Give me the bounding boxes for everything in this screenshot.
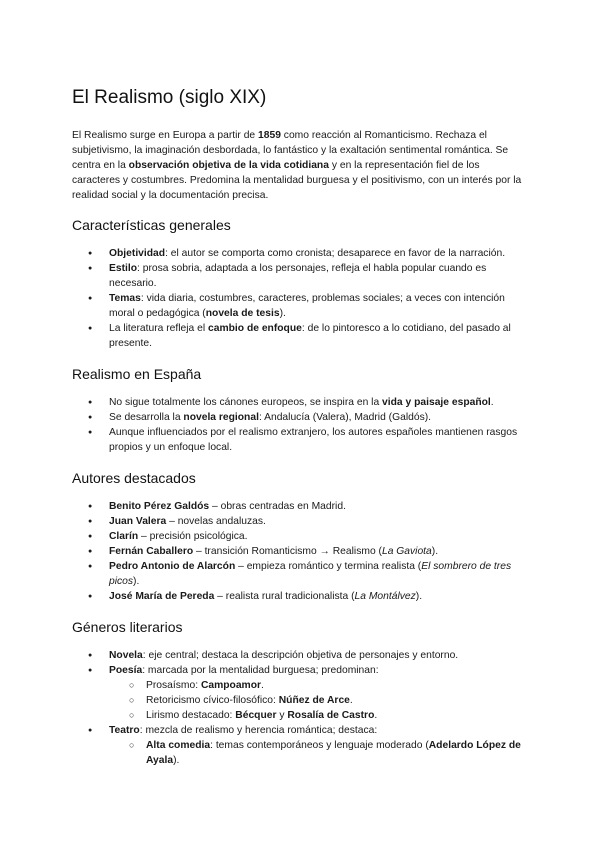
intro-paragraph: El Realismo surge en Europa a partir de 1859 como reacción al Romanticismo. Rechaza el subjetivismo, la imaginación desbordada, lo fantástico y la exaltación sentimental romántica. Se centra en la observación objetiva de la vida cotidiana y en la representación fiel de los caracteres y costumbres. Predomina la mentalidad burguesa y el positivismo, con un interés por la realidad social y la documentación precisa. [72, 130, 522, 201]
heading-espana: Realismo en España [72, 366, 202, 382]
sublist-item: ○ Alta comedia: temas contemporáneos y lenguaje moderado (Adelardo López de Ayala). [109, 738, 530, 768]
list-item: ● Benito Pérez Galdós – obras centradas en Madrid. [72, 499, 530, 514]
list-autores [72, 499, 530, 604]
list-item: ● Fernán Caballero – transición Romanticismo → Realismo (La Gaviota). [72, 544, 530, 559]
list-item: ● No sigue totalmente los cánones europeos, se inspira en la vida y paisaje español. [72, 395, 530, 410]
heading-generos: Géneros literarios [72, 619, 183, 635]
list-item: ● La literatura refleja el cambio de enfoque: de lo pintoresco a lo cotidiano, del pasado al presente. [72, 321, 530, 351]
heading-autores: Autores destacados [72, 470, 196, 486]
list-item: ● Estilo: prosa sobria, adaptada a los personajes, refleja el habla popular cuando es necesario. [72, 261, 530, 291]
list-item-poesia: ● Poesía: marcada por la mentalidad burguesa; predominan: ○ Prosaísmo: Campoamor. ○ Retoricismo cívico-filosófico: Núñez de Arce. ○ Lirismo destacado: Bécquer y Rosalía de Castro. [72, 663, 530, 723]
list-item: ● José María de Pereda – realista rural tradicionalista (La Montálvez). [72, 589, 530, 604]
list-caracteristicas [72, 246, 530, 351]
list-item: ● Clarín – precisión psicológica. [72, 529, 530, 544]
list-item-novela: ● Novela: eje central; destaca la descripción objetiva de personajes y entorno. [72, 648, 530, 663]
list-item: ● Juan Valera – novelas andaluzas. [72, 514, 530, 529]
document-page [72, 86, 530, 782]
sublist-item: ○ Lirismo destacado: Bécquer y Rosalía de Castro. [109, 708, 530, 723]
sublist-item: ○ Prosaísmo: Campoamor. [109, 678, 530, 693]
list-item-teatro: ● Teatro: mezcla de realismo y herencia romántica; destaca: ○ Alta comedia: temas contemporáneos y lenguaje moderado (Adelardo López de Ayala). [72, 723, 530, 768]
list-item: ● Objetividad: el autor se comporta como cronista; desaparece en favor de la narración. [72, 246, 530, 261]
list-item: ● Se desarrolla la novela regional: Andalucía (Valera), Madrid (Galdós). [72, 410, 530, 425]
list-generos [72, 648, 530, 768]
list-item: ● Temas: vida diaria, costumbres, caracteres, problemas sociales; a veces con intención moral o pedagógica (novela de tesis). [72, 291, 530, 321]
list-item: ● Aunque influenciados por el realismo extranjero, los autores españoles mantienen rasgos propios y un enfoque local. [72, 425, 530, 455]
sublist-teatro [109, 738, 530, 768]
sublist-poesia [109, 678, 530, 723]
sublist-item: ○ Retoricismo cívico-filosófico: Núñez de Arce. [109, 693, 530, 708]
list-espana [72, 395, 530, 455]
list-item: ● Pedro Antonio de Alarcón – empieza romántico y termina realista (El sombrero de tres picos). [72, 559, 530, 589]
page-title: El Realismo (siglo XIX) [72, 87, 267, 108]
heading-caracteristicas: Características generales [72, 217, 231, 233]
